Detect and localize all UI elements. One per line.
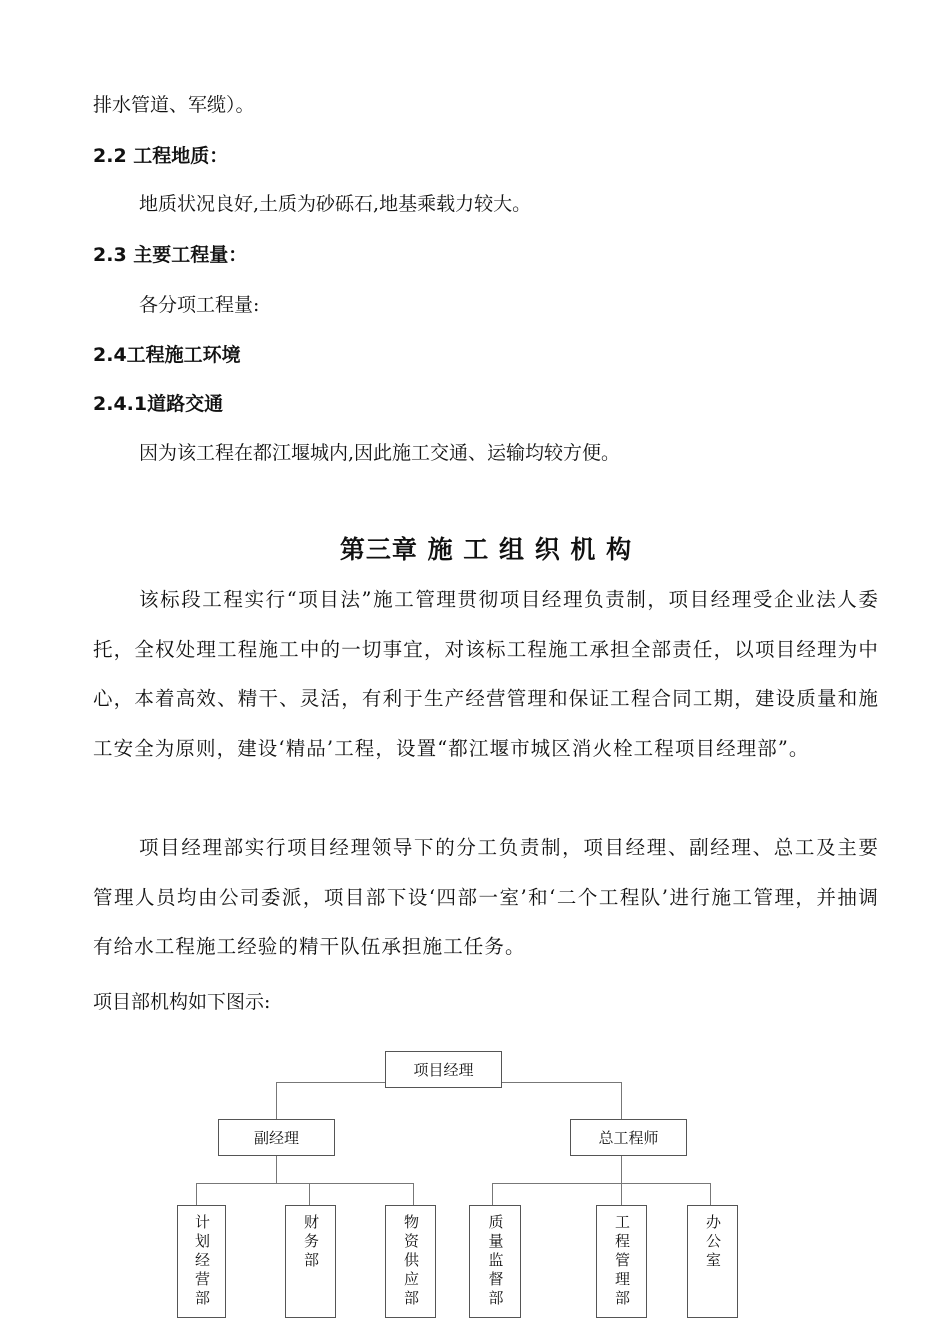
org-box-supply-dept xyxy=(385,1205,436,1318)
org-box-office xyxy=(687,1205,738,1318)
connector-dept-6 xyxy=(710,1183,711,1205)
heading-2-4-1: 2.4.1道路交通 xyxy=(93,393,224,415)
connector-right-branch xyxy=(492,1183,710,1184)
connector-dept-1 xyxy=(196,1183,197,1205)
chapter-title: 第三章 施 工 组 织 机 构 xyxy=(339,535,633,564)
org-box-engineering-dept xyxy=(596,1205,647,1318)
org-box-label: 质量监督部 xyxy=(486,1214,505,1309)
org-box-label: 财务部 xyxy=(302,1214,320,1271)
org-box-project-manager: 项目经理 xyxy=(385,1051,502,1088)
org-box-deputy-manager: 副经理 xyxy=(218,1119,335,1156)
org-box-finance-dept xyxy=(285,1205,336,1318)
text-line-drainage: 排水管道、军缆）。 xyxy=(93,94,255,116)
paragraph-department: 项目经理部实行项目经理领导下的分工负责制，项目经理、副经理、总工及主要管理人员均由公司委派，项目部下设‘四部一室’和‘二个工程队’进行施工管理，并抽调有给水工程施工经验的精干队伍承担施工任务。 xyxy=(93,836,879,959)
connector-left-branch xyxy=(196,1183,414,1184)
connector-chief xyxy=(621,1082,622,1120)
connector-dept-3 xyxy=(413,1183,414,1205)
connector-deputy-down xyxy=(276,1156,277,1183)
heading-2-2: 2.2 工程地质： xyxy=(93,145,229,167)
org-box-label: 办公室 xyxy=(704,1214,722,1271)
text-chart-intro: 项目部机构如下图示: xyxy=(93,991,271,1013)
connector-dept-2 xyxy=(309,1183,310,1205)
connector-dept-4 xyxy=(492,1183,493,1205)
org-box-label: 计划经营部 xyxy=(193,1214,211,1309)
org-box-quality-dept xyxy=(469,1205,521,1318)
text-quantities: 各分项工程量: xyxy=(139,294,260,316)
org-box-label: 工程管理部 xyxy=(613,1214,631,1309)
connector-deputy xyxy=(276,1082,277,1120)
text-geology: 地质状况良好,土质为砂砾石,地基乘载力较大。 xyxy=(139,193,532,215)
org-box-label: 物资供应部 xyxy=(402,1214,420,1309)
org-box-planning-dept xyxy=(177,1205,226,1318)
heading-2-4: 2.4工程施工环境 xyxy=(93,344,241,366)
org-box-chief-engineer: 总工程师 xyxy=(570,1119,687,1156)
connector-chief-down xyxy=(621,1156,622,1206)
text-traffic: 因为该工程在都江堰城内,因此施工交通、运输均较方便。 xyxy=(139,442,621,464)
paragraph-project-method: 该标段工程实行“项目法”施工管理贯彻项目经理负责制，项目经理受企业法人委托，全权处理工程施工中的一切事宜，对该标工程施工承担全部责任，以项目经理为中心，本着高效、精干、灵活，有利于生产经营管理和保证工程合同工期，建设质量和施工安全为原则，建设‘精品’工程，设置“都江堰市城区消火栓工程项目经理部”。 xyxy=(93,588,879,760)
heading-2-3: 2.3 主要工程量： xyxy=(93,244,248,266)
